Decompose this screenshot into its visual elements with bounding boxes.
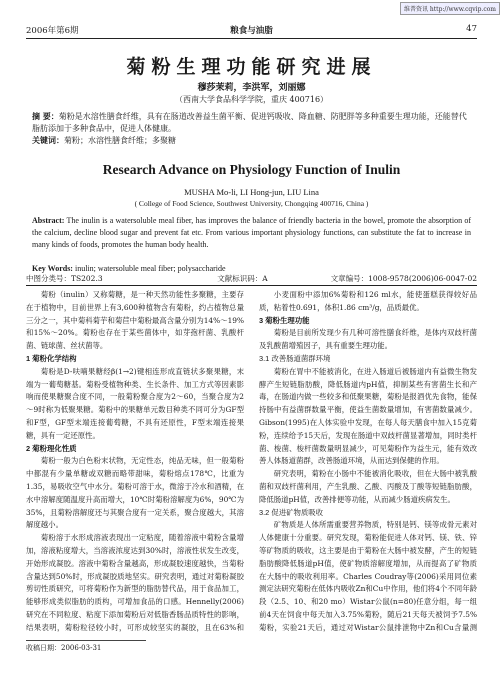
body-paragraph: 菊粉一般为白色粉末状物，无定性态，纯品无味，但一般菊粉中都混有少量单糖或双糖而略带甜味，菊粉熔点178℃，比重为1.35，易吸收空气中水分。菊粉可溶于水，微溶于冷水和酒精，在水中溶解度随温度升高而增大，10℃时菊粉溶解度为6%，90℃为35%，且菊粉溶解度还与其聚合度有一定关系，聚合度越大，其溶解度越小。	[26, 456, 244, 530]
subsection-heading: 3.2 促进矿物质吸收	[259, 507, 324, 517]
body-paragraph: 研究表明，菊粉在小肠中不能被消化吸收，但在大肠中被乳酸菌和双歧杆菌利用，产生乳酸、乙酸、丙酸及丁酸等短链脂肪酸，降低肠道pH值，改善排便等功能，从而减少肠道疾病发生。	[259, 469, 477, 504]
abstract-cn	[32, 110, 471, 135]
journal-name: 粮食与油脂	[230, 26, 273, 36]
body-paragraph: 矿物质是人体所需重要营养物质，特别是钙、镁等成骨元素对人体健康十分重要。研究发现，菊粉能促进人体对钙、镁、铁、锌等矿物质的吸收，这主要是由于菊粉在大肠中被发酵，产生的短链脂肪酸降低肠道pH值，使矿物质溶解度增加，从而提高了矿物质在大肠中的吸收利用率。Charles Coudray等(2006)采用同位素测定法研究菊粉在低体内吸收Zn和Cu中作用，他们将4个不同年龄段（2.5、10、和20 mo）Wistar公鼠(n=80)任意分组，每一组前4天在饲食中每天加入3.75%菊粉，随后21天每天被饲予7.5%菊粉，实验21天后，通过对Wistar公鼠排泄物中Zn和Cu含量测	[259, 520, 477, 632]
affiliation-cn: （西南大学食品科学学院，重庆 400716）	[174, 95, 329, 104]
body-paragraph: 菊粉（inulin）又称菊糖，是一种天然功能性多聚糖，主要存在于植物中，目前世界上有3,600种植物含有菊粉，约占植物总量三分之一，其中菊科菊芋和菊苣中菊粉最高含量分别为14%～19%和15%～20%。菊粉也存在于某些菌体中，如芽孢杆菌、乳酸杆菌、链球菌、丝状菌等。	[26, 290, 244, 351]
page-number: 47	[466, 24, 477, 34]
keywords-cn-label: 关键词：	[32, 135, 64, 145]
body-paragraph: 菊粉是目前所发现少有几种可溶性膳食纤维，是体内双歧杆菌及乳酸菌增殖因子，具有重要生理功能。	[259, 328, 477, 351]
abstract-cn-label: 摘 要：	[32, 111, 59, 121]
body-paragraph: 菊粉是D-呋喃果糖经β(1→2)键相连形成直链状多聚果糖，末端为一葡萄糖基。菊粉受植物种类、生长条件、加工方式等因素影响而使果糖聚合度不同，一般菊粉聚合度为2～60，当聚合度为2～9时称为低聚果糖。菊粉中的果糖单元数目种类不同可分为GF型和F型，GF型末端连接葡萄糖，不具有还原性，F型末端连接果糖，具有一定还原性。	[26, 366, 244, 440]
authors-en: MUSHA Mo-li, LI Hong-jun, LIU Lina	[184, 187, 319, 197]
article-meta	[26, 273, 477, 284]
abstract-en-text: The inulin is a watersoluble meal fiber, has improves the balance of friendly bacteria in the bowel, promote the absorption of the calcium, decline blood sugar and prevent fat etc. From various important physiology functions, can substitute the fat to increase in many kinds of foods, promotes the human body health.	[32, 216, 471, 249]
abstract-cn-text: 菊粉是水溶性膳食纤维，具有在肠道改善益生菌平衡、促进钙吸收、降血糖、防肥胖等多种重要生理功能，还能替代脂肪添加于多种食品中，促进人体健康。	[32, 112, 467, 133]
section-heading: 2 菊粉理化性质	[26, 443, 77, 453]
keywords-en-label: Key Words:	[32, 264, 73, 273]
body-paragraph: 菊粉在胃中不能被消化，在进入肠道后被肠道内有益微生物发酵产生短链脂肪酸，降低肠道内pH值，抑制某些有害菌生长和产毒，在肠道内做一些较多和低聚果糖，菊粉是报酒优先食物，能保持肠中有益菌群数量平衡，使益生菌数量增加，有害菌数量减少。Gibson(1995)在人体实验中发现，在每人每天膳食中加入15克菊粉，连续给予15天后，发现在肠道中双歧杆菌显著增加，同时类杆菌、梭菌、梭杆菌数量明显减少，可见菊粉作为益生元，能有效改善人体肠道菌群，改善肠道环境，从而达到保健的作用。	[259, 366, 477, 466]
abstract-en-label: Abstract:	[32, 216, 65, 225]
subsection-heading: 3.1 改善肠道菌群环境	[259, 353, 331, 363]
document-code: 文献标识码：A	[217, 274, 268, 283]
authors-cn: 穆莎茉莉，李洪军，刘丽娜	[197, 83, 306, 93]
title-cn: 菊粉生理功能研究进展	[126, 56, 377, 78]
body-column-left	[26, 289, 244, 635]
section-heading: 3 菊粉生理功能	[259, 315, 310, 325]
watermark-stamp: 维普资讯 http://www.cqvip.com	[400, 2, 500, 15]
keywords-cn	[32, 134, 471, 147]
body-column-right	[259, 289, 477, 635]
header-rule	[26, 38, 477, 39]
keywords-en-text: inulin; watersoluble meal fiber; polysaccharide	[74, 264, 226, 273]
running-head	[26, 24, 477, 36]
body-paragraph: 小麦面粉中添加6%菊粉和126 ml水，能使蛋糕获得较好品质，粘着性0.691，体积1.86 cm³/g，品质最优。	[259, 290, 477, 312]
issue-label: 2006年第6期	[26, 26, 79, 36]
article-number: 文章编号：1008-9578(2006)06-0047-02	[330, 274, 477, 283]
meta-rule	[26, 285, 477, 286]
abstract-en	[32, 215, 471, 251]
body-paragraph: 菊粉溶于水形成溶液表现出一定粘度，随着溶液中菊粉含量增加，溶液粘度增大，当溶液浓度达到30%时，溶液性状发生改变，开始形成凝胶。溶液中菊粉含量越高，形成凝胶速度越快，当菊粉含量达到50%时，形成凝胶质地坚实。研究表明，通过对菊粉凝胶剪切性质研究，可将菊粉作为新型的脂肪替代品，用于食品加工，能够形成类似脂肪的质构，可增加食品的口感。Hennelly(2006)研究在不同粒度、粘度下添加菊粉后对低脂香肠品质特性的影响，结果表明，菊粉粒径较小时，可形成较坚实的凝胶，且在63%和	[26, 533, 244, 632]
title-en: Research Advance on Physiology Function of Inulin	[102, 162, 401, 177]
clc-number: 中图分类号：TS202.3	[26, 274, 103, 283]
section-heading: 1 菊粉化学结构	[26, 353, 77, 363]
affiliation-en: ( College of Food Science, Southwest University, Chongqing 400716, China )	[134, 199, 369, 208]
keywords-cn-text: 菊粉；水溶性膳食纤维；多聚糖	[64, 136, 176, 145]
received-date: 收稿日期：2006-03-31	[26, 640, 146, 653]
